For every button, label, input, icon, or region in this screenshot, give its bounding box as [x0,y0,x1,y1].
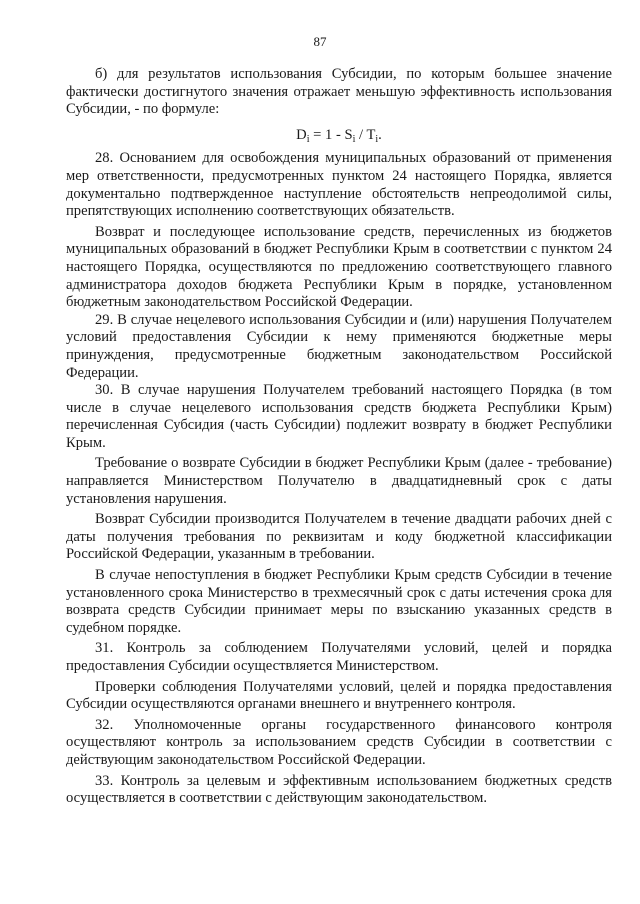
paragraph-30-nonreceipt: В случае непоступления в бюджет Республики Крым средств Субсидии в течение установленного срока Министерство в трехмесячный срок с даты истечения срока для возврата средств Субсидии принимает меры по взысканию указанных средств в судебном порядке. [66,567,612,636]
formula-middle: = 1 - S [309,126,353,143]
paragraph-30: 30. В случае нарушения Получателем требований настоящего Порядка (в том числе в случае нецелевого использования средств бюджета Республики Крым) перечисленная Субсидия (часть Субсидии) подлежит возврату в бюджет Республики Крым. [66,382,612,451]
formula [66,127,612,149]
document-body [66,66,612,808]
paragraph-31: 31. Контроль за соблюдением Получателями условий, целей и порядка предоставления Субсидии осуществляется Министерством. [66,640,612,674]
paragraph-29: 29. В случае нецелевого использования Субсидии и (или) нарушения Получателем условий предоставления Субсидии к нему применяются бюджетные меры принуждения, предусмотренные бюджетным законодательством Российской Федерации. [66,311,612,381]
paragraph-b-formula-intro: б) для результатов использования Субсидии, по которым большее значение фактически достигнутого значения отражает меньшую эффективность использования Субсидии, - по формуле: [66,66,612,118]
paragraph-28-return: Возврат и последующее использование средств, перечисленных из бюджетов муниципальных образований в бюджет Республики Крым в соответствии с пунктом 24 настоящего Порядка, осуществляются по предложению соответствующего главного администратора доходов бюджета Республики Крым в порядке, установленном бюджетным законодательством Российской Федерации. [66,223,612,311]
formula-lhs: D [296,126,307,143]
page-number: 87 [313,34,327,49]
paragraph-33: 33. Контроль за целевым и эффективным использованием бюджетных средств осуществляется в соответствии с действующим законодательством. [66,772,612,807]
paragraph-31-inspections: Проверки соблюдения Получателями условий, целей и порядка предоставления Субсидии осуществляются органами внешнего и внутреннего контроля. [66,678,612,713]
paragraph-30-requirement: Требование о возврате Субсидии в бюджет Республики Крым (далее - требование) направляется Министерством Получателю в двадцатидневный срок с даты установления нарушения. [66,455,612,507]
formula-lhs-sub: i [306,133,310,145]
paragraph-32: 32. Уполномоченные органы государственного финансового контроля осуществляют контроль за использованием средств Субсидии в соответствии с действующим законодательством Российской Федерации. [66,716,612,768]
formula-rhs-sub: i [375,133,379,145]
formula-tail: . [378,126,382,143]
formula-rhs: / T [355,126,376,143]
paragraph-30-return: Возврат Субсидии производится Получателем в течение двадцати рабочих дней с даты получения требования по реквизитам и коду бюджетной классификации Российской Федерации, указанным в требовании. [66,511,612,563]
formula-middle-sub: i [352,133,356,145]
paragraph-28: 28. Основанием для освобождения муниципальных образований от применения мер ответственности, предусмотренных пунктом 24 настоящего Порядка, является документально подтвержденное наступление обстоятельств непреодолимой силы, препятствующих исполнению соответствующих обязательств. [66,150,612,220]
